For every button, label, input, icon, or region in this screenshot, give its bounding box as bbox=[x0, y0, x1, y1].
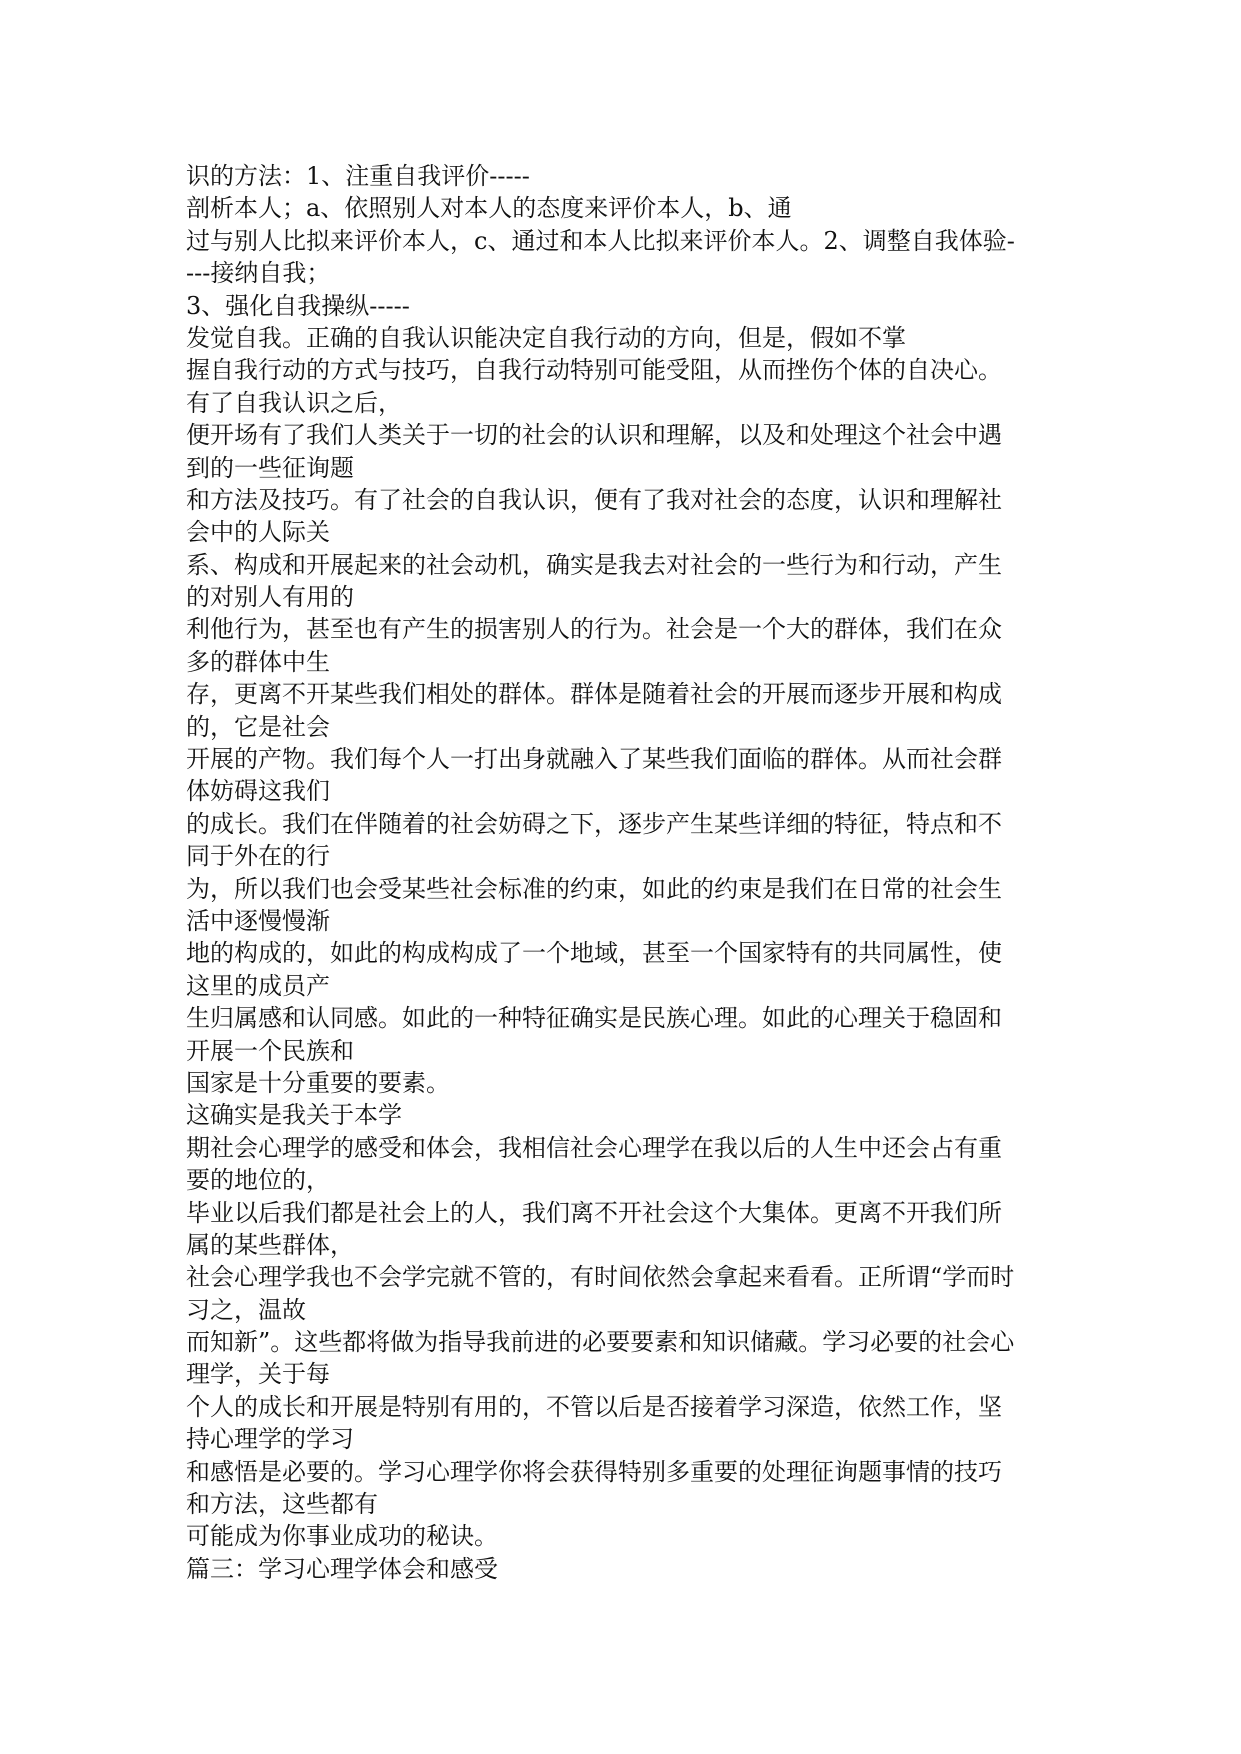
text-line: 期社会心理学的感受和体会，我相信社会心理学在我以后的人生中还会占有重 bbox=[186, 1133, 1002, 1162]
text-line: 识的方法：1、注重自我评价----- bbox=[186, 162, 530, 190]
text-line: 为，所以我们也会受某些社会标准的约束，如此的约束是我们在日常的社会生 bbox=[186, 874, 1002, 903]
text-line: 地的构成的，如此的构成构成了一个地域，甚至一个国家特有的共同属性，使 bbox=[186, 939, 1002, 968]
text-line: 生归属感和认同感。如此的一种特征确实是民族心理。如此的心理关于稳固和 bbox=[186, 1004, 1002, 1033]
text-line: 活中逐慢慢渐 bbox=[186, 906, 330, 935]
text-line: 的，它是社会 bbox=[186, 712, 330, 741]
text-line: 开展的产物。我们每个人一打出身就融入了某些我们面临的群体。从而社会群 bbox=[186, 745, 1002, 774]
text-line: 多的群体中生 bbox=[186, 647, 330, 676]
text-line: 系、构成和开展起来的社会动机，确实是我去对社会的一些行为和行动，产生 bbox=[186, 550, 1002, 579]
text-line: 过与别人比拟来评价本人，c、通过和本人比拟来评价本人。2、调整自我体验- bbox=[186, 226, 1015, 255]
text-line: 同于外在的行 bbox=[186, 842, 330, 871]
text-line: 持心理学的学习 bbox=[186, 1425, 354, 1454]
text-line: 有了自我认识之后， bbox=[186, 388, 402, 417]
section-heading: 篇三：学习心理学体会和感受 bbox=[186, 1554, 498, 1583]
text-line: 握自我行动的方式与技巧，自我行动特别可能受阻，从而挫伤个体的自决心。 bbox=[186, 356, 1002, 385]
text-line: 会中的人际关 bbox=[186, 518, 330, 547]
text-line: 这里的成员产 bbox=[186, 971, 330, 1000]
text-line: 利他行为，甚至也有产生的损害别人的行为。社会是一个大的群体，我们在众 bbox=[186, 615, 1002, 644]
text-line: 的成长。我们在伴随着的社会妨碍之下，逐步产生某些详细的特征，特点和不 bbox=[186, 809, 1002, 838]
text-line: 3、强化自我操纵----- bbox=[186, 291, 410, 320]
text-line: 和方法及技巧。有了社会的自我认识，便有了我对社会的态度，认识和理解社 bbox=[186, 485, 1002, 514]
text-line: 开展一个民族和 bbox=[186, 1036, 354, 1065]
text-line: 便开场有了我们人类关于一切的社会的认识和理解，以及和处理这个社会中遇 bbox=[186, 421, 1002, 450]
text-line: 剖析本人；a、依照别人对本人的态度来评价本人，b、通 bbox=[186, 194, 792, 223]
text-line: 体妨碍这我们 bbox=[186, 777, 330, 806]
text-line: 国家是十分重要的要素。 bbox=[186, 1068, 450, 1097]
text-line: 毕业以后我们都是社会上的人，我们离不开社会这个大集体。更离不开我们所 bbox=[186, 1198, 1002, 1227]
text-line: 个人的成长和开展是特别有用的，不管以后是否接着学习深造，依然工作，坚 bbox=[186, 1392, 1002, 1421]
text-line: 社会心理学我也不会学完就不管的，有时间依然会拿起来看看。正所谓“学而时 bbox=[186, 1263, 1015, 1292]
text-line: 和感悟是必要的。学习心理学你将会获得特别多重要的处理征询题事情的技巧 bbox=[186, 1457, 1002, 1486]
text-line: 习之，温故 bbox=[186, 1295, 306, 1324]
document-body bbox=[186, 160, 1066, 1585]
text-line: 属的某些群体， bbox=[186, 1230, 354, 1259]
text-line: 发觉自我。正确的自我认识能决定自我行动的方向，但是，假如不掌 bbox=[186, 323, 906, 352]
text-line: 要的地位的， bbox=[186, 1166, 330, 1195]
text-line: 到的一些征询题 bbox=[186, 453, 354, 482]
text-line: ---接纳自我； bbox=[186, 259, 331, 288]
text-line: 存，更离不开某些我们相处的群体。群体是随着社会的开展而逐步开展和构成 bbox=[186, 680, 1002, 709]
text-line: 和方法，这些都有 bbox=[186, 1490, 378, 1519]
text-line: 的对别人有用的 bbox=[186, 583, 354, 612]
text-line: 而知新”。这些都将做为指导我前进的必要要素和知识储藏。学习必要的社会心 bbox=[186, 1328, 1015, 1357]
text-line: 理学，关于每 bbox=[186, 1360, 330, 1389]
text-line: 这确实是我关于本学 bbox=[186, 1101, 402, 1130]
text-line: 可能成为你事业成功的秘诀。 bbox=[186, 1522, 498, 1551]
